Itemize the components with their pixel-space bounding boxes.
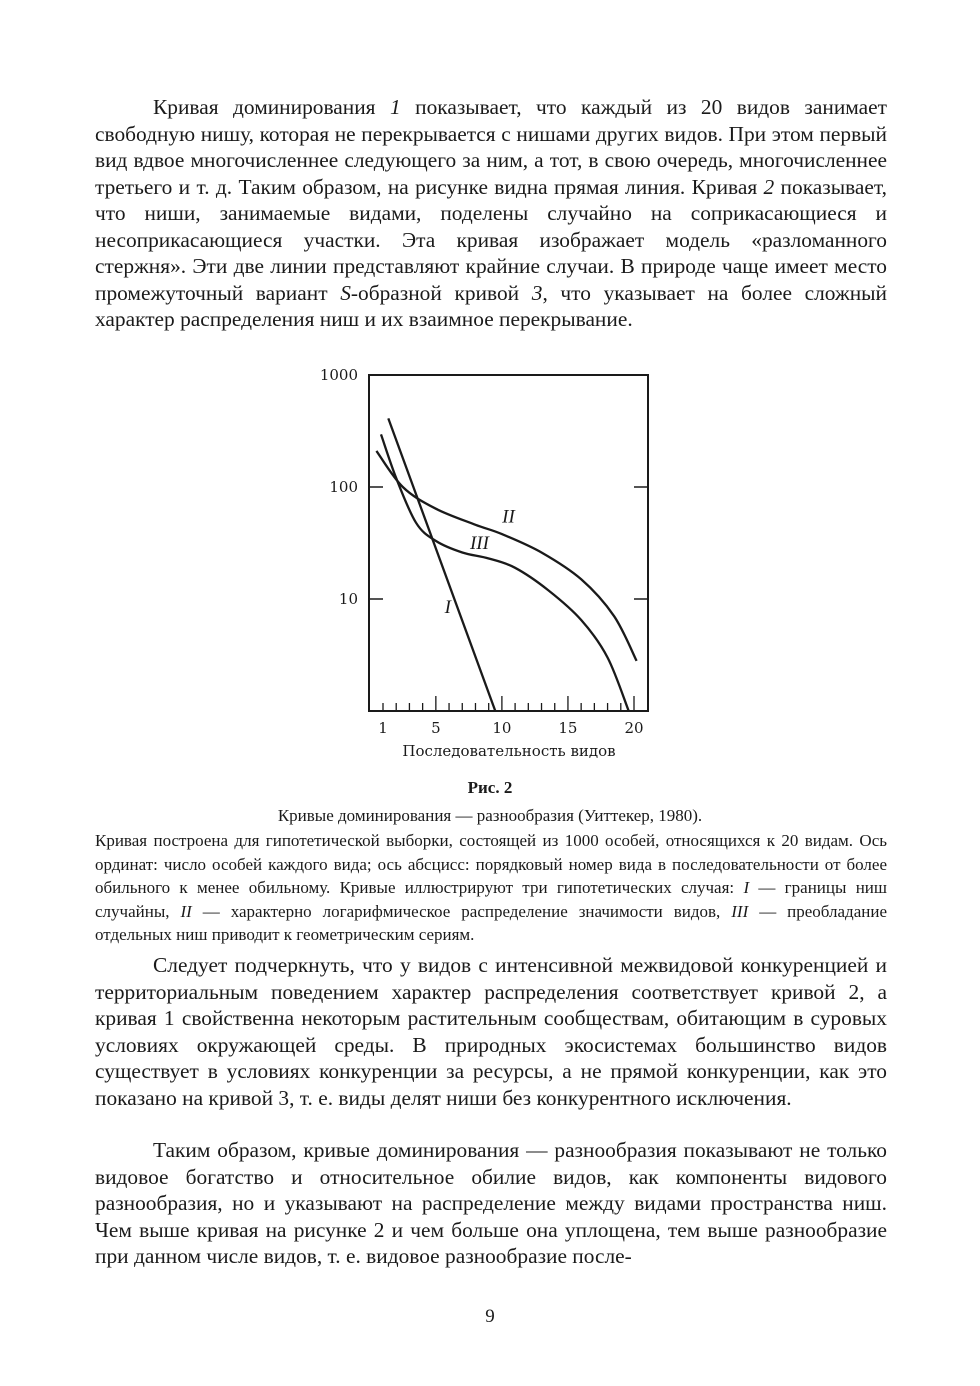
italic-curve-number: 2 bbox=[763, 174, 775, 199]
text-run: Кривая построена для гипотетической выборки, состоящей из 1000 особей, относящихся к 20 видам. Ось ординат: число особей каждого вида; ось абсцисс: порядковый номер вида в последовательности от более обильного к менее обильному. Кривые иллюстрируют три гипотетических случая: bbox=[95, 831, 887, 897]
x-tick-label: 1 bbox=[378, 719, 388, 737]
x-axis-label: Последовательность видов bbox=[402, 742, 616, 760]
text-run: — преобладание отдельных ниш приводит к геометрическим сериям. bbox=[95, 901, 887, 944]
text-run: показывает, что ниши, занимаемые видами, поделены случайно на соприкасающиеся и несоприкасающиеся участки. Эта кривая изображает модель «разломанного стержня». Эти две линии представляют крайние случаи. В природе чаще имеет место промежуточный вариант bbox=[95, 174, 887, 305]
plot-frame bbox=[369, 375, 648, 711]
y-tick-label: 1000 bbox=[319, 366, 358, 384]
figure-title: Рис. 2 bbox=[467, 778, 513, 797]
paragraph-3 bbox=[95, 1137, 887, 1270]
italic-roman-numeral: II bbox=[180, 901, 192, 921]
curve-label-iii: III bbox=[469, 532, 489, 554]
x-tick-label: 20 bbox=[624, 719, 644, 737]
x-axis-ticks bbox=[378, 696, 643, 737]
x-tick-label: 10 bbox=[492, 719, 512, 737]
figure-subtitle: Кривые доминирования — разнообразия (Уиттекер, 1980). bbox=[277, 806, 703, 825]
italic-s-letter: S bbox=[340, 280, 351, 305]
text-run: показывает, что каждый из 20 видов занимает свободную нишу, которая не перекрывается с нишами других видов. При этом первый вид вдвое многочисленнее следующего за ним, а тот, в свою очередь, многочисленнее третьего и т. д. Таким образом, на рисунке видна прямая линия. Кривая bbox=[95, 95, 887, 199]
y-tick-label: 100 bbox=[329, 478, 358, 496]
text-run: Кривая доминирования bbox=[153, 95, 390, 119]
curve-iii bbox=[381, 434, 629, 711]
text-run: — границы ниш случайны, bbox=[95, 878, 887, 921]
italic-roman-numeral: III bbox=[731, 901, 749, 921]
curve-ii bbox=[376, 451, 636, 661]
x-tick-label: 5 bbox=[431, 719, 441, 737]
italic-curve-number: 3 bbox=[531, 280, 543, 305]
x-tick-label: 15 bbox=[558, 719, 578, 737]
y-tick-label: 10 bbox=[338, 590, 358, 608]
curve-label-i: I bbox=[444, 596, 451, 618]
curves bbox=[376, 418, 636, 711]
paragraph-1 bbox=[95, 94, 887, 333]
page-number: 9 bbox=[485, 1306, 495, 1327]
text-run: Следует подчеркнуть, что у видов с интенсивной межвидовой конкуренцией и территориальным поведением характер распределения соответствует кривой 2, а кривая 1 свойственна некоторым растительным сообществам, обитающим в суровых условиях окружающей среды. В природных экосистемах большинство видов существует в условиях конкуренции за ресурсы, а не прямой конкуренции, как это показано на кривой 3, т. е. виды делят ниши без конкурентного исключения. bbox=[95, 953, 887, 1110]
curve-label-ii: II bbox=[502, 506, 515, 528]
text-run: — характерно логарифмическое распределение значимости видов, bbox=[191, 901, 732, 921]
italic-roman-numeral: I bbox=[743, 878, 750, 897]
text-run: , что указывает на более сложный характер распределения ниш и их взаимное перекрывание. bbox=[95, 280, 887, 331]
curve-i bbox=[388, 418, 495, 711]
text-run: Таким образом, кривые доминирования — разнообразия показывают не только видовое богатство и относительное обилие видов, как компоненты видового разнообразия, но и указывают на распределение между видами пространства ниш. Чем выше кривая на рисунке 2 и чем больше она уплощена, тем выше разнообразие при данном числе видов, т. е. видовое разнообразие после- bbox=[95, 1138, 887, 1268]
text-run: -образной кривой bbox=[350, 280, 532, 305]
dominance-diversity-chart bbox=[300, 360, 680, 770]
figure-caption bbox=[95, 829, 887, 947]
italic-curve-number: 1 bbox=[389, 95, 401, 119]
paragraph-2 bbox=[95, 952, 887, 1111]
chart-svg bbox=[300, 360, 680, 770]
